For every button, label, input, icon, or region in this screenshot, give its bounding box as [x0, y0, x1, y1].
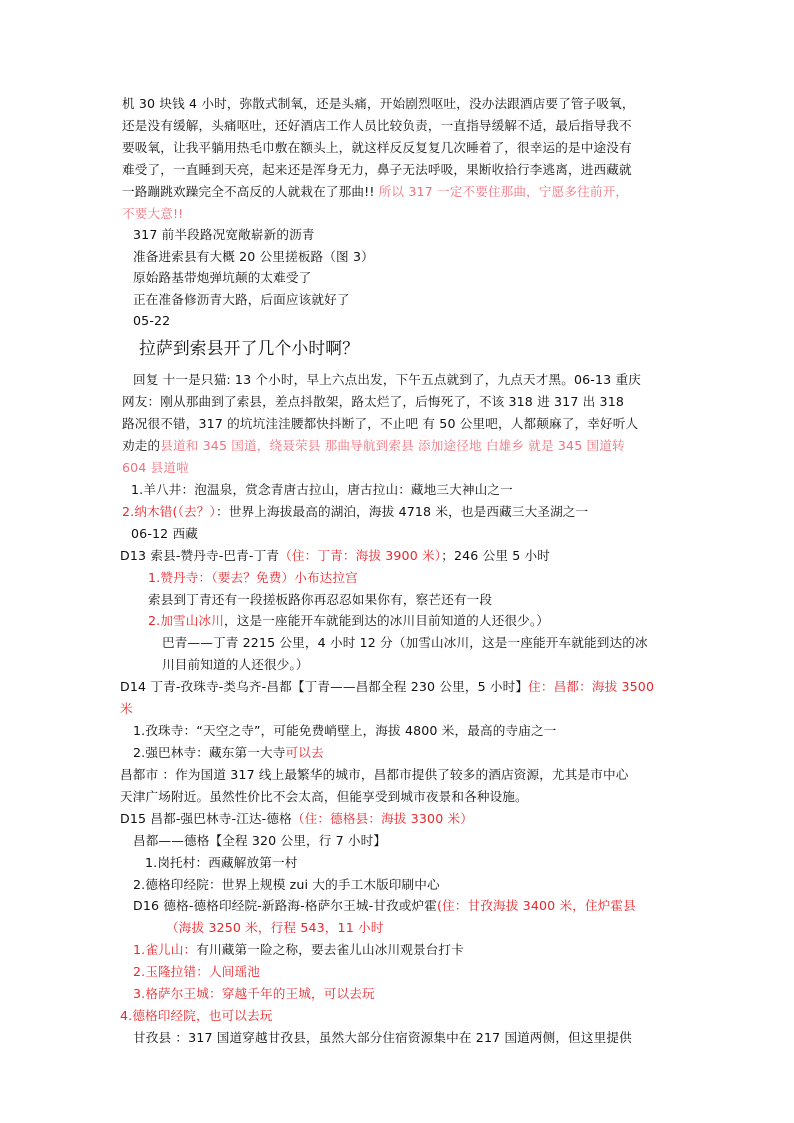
text-segment: 拉萨到索县开了几个小时啊？: [139, 338, 360, 358]
text-segment: 米: [120, 701, 133, 716]
text-segment: 2.加雪山冰川: [148, 613, 225, 628]
text-segment: ，这是一座能开车就能到达的冰川目前知道的人还很少。）: [224, 613, 550, 628]
text-segment: （海拔 3250 米，行程 543，11 小时: [166, 920, 384, 935]
text-segment: 可以去: [285, 745, 324, 760]
text-segment: 所以 317 一定不要住那曲，宁愿多往前开，: [374, 184, 629, 199]
text-segment: 还是没有缓解，头痛呕吐，还好酒店工作人员比较负责，一直指导缓解不适，最后指导我不: [122, 118, 632, 133]
paragraph-line: [133, 291, 350, 309]
text-segment: 不要大意!!: [122, 206, 184, 221]
text-segment: 一路蹦跳欢躁完全不高反的人就栽在了那曲!!: [122, 184, 375, 199]
paragraph-line: [133, 248, 374, 266]
paragraph-line: [120, 788, 528, 806]
paragraph-line: [133, 832, 386, 850]
paragraph-line: [122, 393, 624, 411]
text-segment: 住：昌都：海拔 3500: [528, 679, 655, 694]
text-segment: 317 前半段路况宽敞崭新的沥青: [133, 227, 315, 242]
date-line: [131, 525, 198, 543]
text-segment: 要吸氧，让我平躺用热毛巾敷在额头上，就这样反反复复几次睡着了，很幸运的是中途没有: [122, 140, 632, 155]
itinerary-day-cont: [166, 919, 384, 937]
list-item: [133, 876, 440, 894]
list-item: [148, 612, 549, 630]
paragraph-line: [122, 95, 635, 113]
text-segment: 甘孜县 ：317 国道穿越甘孜县，虽然大部分住宿资源集中在 217 国道两侧，但这里提供: [133, 1030, 632, 1045]
text-segment: 川目前知道的人还很少。）: [162, 657, 309, 672]
text-segment: 网友：刚从那曲到了索县，差点抖散架，路太烂了，后悔死了，不该 318 进 317 出 318: [122, 394, 625, 409]
paragraph-line: [122, 183, 628, 201]
paragraph-line: [122, 139, 632, 157]
text-segment: D13 索县-赞丹寺-巴青-丁青: [120, 548, 280, 563]
paragraph-line: [162, 656, 309, 674]
text-segment: ；246 公里 5 小时: [441, 548, 551, 563]
list-item: [131, 481, 513, 499]
text-segment: 劝走的: [122, 438, 161, 453]
text-segment: 巴青——丁青 2215 公里，4 小时 12 分（加雪山冰川，这是一座能开车就能到达的冰: [162, 635, 648, 650]
text-segment: 1.雀儿山：: [133, 942, 197, 957]
paragraph-line: [122, 459, 189, 477]
paragraph-line: [122, 437, 625, 455]
text-segment: 昌都市 ：作为国道 317 线上最繁华的城市，昌都市提供了较多的酒店资源，尤其是市中心: [120, 767, 629, 782]
itinerary-day: [120, 678, 654, 696]
paragraph-line: [148, 591, 492, 609]
list-item: [133, 941, 464, 959]
paragraph-line: [133, 226, 315, 244]
list-item: [133, 963, 260, 981]
text-segment: D16 德格-德格印经院-新路海-格萨尔王城-甘孜或炉霍: [133, 898, 437, 913]
text-segment: 昌都——德格【全程 320 公里，行 7 小时】: [133, 833, 387, 848]
text-segment: （住：丁青：海拔 3900 米）: [279, 548, 442, 563]
text-segment: 有川藏第一险之称，要去雀儿山冰川观景台打卡: [196, 942, 464, 957]
text-segment: 3.格萨尔王城：穿越千年的王城，可以去玩: [133, 986, 375, 1001]
text-segment: 2.强巴林寺：藏东第一大寺: [133, 745, 286, 760]
text-segment: 604 县道啦: [122, 460, 189, 475]
paragraph-line: [122, 161, 632, 179]
list-item: [120, 1007, 273, 1025]
paragraph-line: [122, 117, 632, 135]
paragraph-line: [120, 766, 628, 784]
list-item: [133, 722, 556, 740]
text-segment: 05-22: [133, 313, 171, 328]
list-item: [148, 569, 358, 587]
text-segment: 06-12 西藏: [131, 526, 198, 541]
text-segment: 1.岗托村：西藏解放第一村: [145, 855, 298, 870]
text-segment: D15 昌都-强巴林寺-江达-德格: [120, 811, 292, 826]
text-segment: 正在准备修沥青大路，后面应该就好了: [133, 292, 350, 307]
paragraph-line: [133, 1029, 632, 1047]
list-item: [133, 985, 375, 1003]
itinerary-day-cont: [120, 700, 133, 718]
paragraph-line: [133, 371, 641, 389]
text-segment: 路况很不错，317 的坑坑洼洼腰都快抖断了，不止吧 有 50 公里吧，人都颠麻了，幸好听人: [122, 416, 639, 431]
itinerary-day: [133, 897, 636, 915]
section-heading: [139, 337, 359, 359]
text-segment: （住：德格县：海拔 3300 米）: [291, 811, 473, 826]
paragraph-line: [133, 312, 170, 330]
text-segment: 县道和 345 国道，绕聂荣县 那曲导航到索县 添加途径地 白雄乡 就是 345 国道转: [160, 438, 625, 453]
list-item: [133, 744, 324, 762]
text-segment: (住：甘孜海拔 3400 米，住炉霍县: [436, 898, 636, 913]
text-segment: 难受了，一直睡到天亮，起来还是浑身无力，鼻子无法呼吸，果断收拾行李逃离，进西藏就: [122, 162, 632, 177]
text-segment: 原始路基带炮弹坑颠的太难受了: [133, 270, 312, 285]
text-segment: 2.德格印经院：世界上规模 zui 大的手工木版印刷中心: [133, 877, 440, 892]
itinerary-day: [120, 810, 473, 828]
paragraph-line: [133, 269, 311, 287]
paragraph-line: [122, 205, 183, 223]
text-segment: 2.纳木错(（去？）: [122, 504, 216, 519]
text-segment: 1.赞丹寺：（要去？免费）小布达拉宫: [148, 570, 358, 585]
text-segment: D14 丁青-孜珠寺-类乌齐-昌都【丁青——昌都全程 230 公里，5 小时】: [120, 679, 529, 694]
itinerary-day: [120, 547, 550, 565]
list-item: [122, 503, 588, 521]
text-segment: 机 30 块钱 4 小时，弥散式制氧，还是头痛，开始剧烈呕吐，没办法跟酒店要了管子吸氧，: [122, 96, 635, 111]
text-segment: 准备进索县有大概 20 公里搓板路（图 3）: [133, 249, 374, 264]
text-segment: 1.孜珠寺：“天空之寺”，可能免费峭壁上，海拔 4800 米，最高的寺庙之一: [133, 723, 557, 738]
text-segment: 索县到丁青还有一段搓板路你再忍忍如果你有，察芒还有一段: [148, 592, 493, 607]
text-segment: 回复 十一是只猫: 13 个小时，早上六点出发，下午五点就到了，九点天才黑。06-13 重庆: [133, 372, 641, 387]
text-segment: 1.羊八井：泡温泉，赏念青唐古拉山，唐古拉山：藏地三大神山之一: [131, 482, 513, 497]
text-segment: 2.玉隆拉错：人间瑶池: [133, 964, 261, 979]
list-item: [145, 854, 298, 872]
paragraph-line: [122, 415, 638, 433]
paragraph-line: [162, 634, 648, 652]
text-segment: 4.德格印经院，也可以去玩: [120, 1008, 273, 1023]
text-segment: 天津广场附近。虽然性价比不会太高，但能享受到城市夜景和各种设施。: [120, 789, 528, 804]
text-segment: ：世界上海拔最高的湖泊，海拔 4718 米，也是西藏三大圣湖之一: [216, 504, 589, 519]
